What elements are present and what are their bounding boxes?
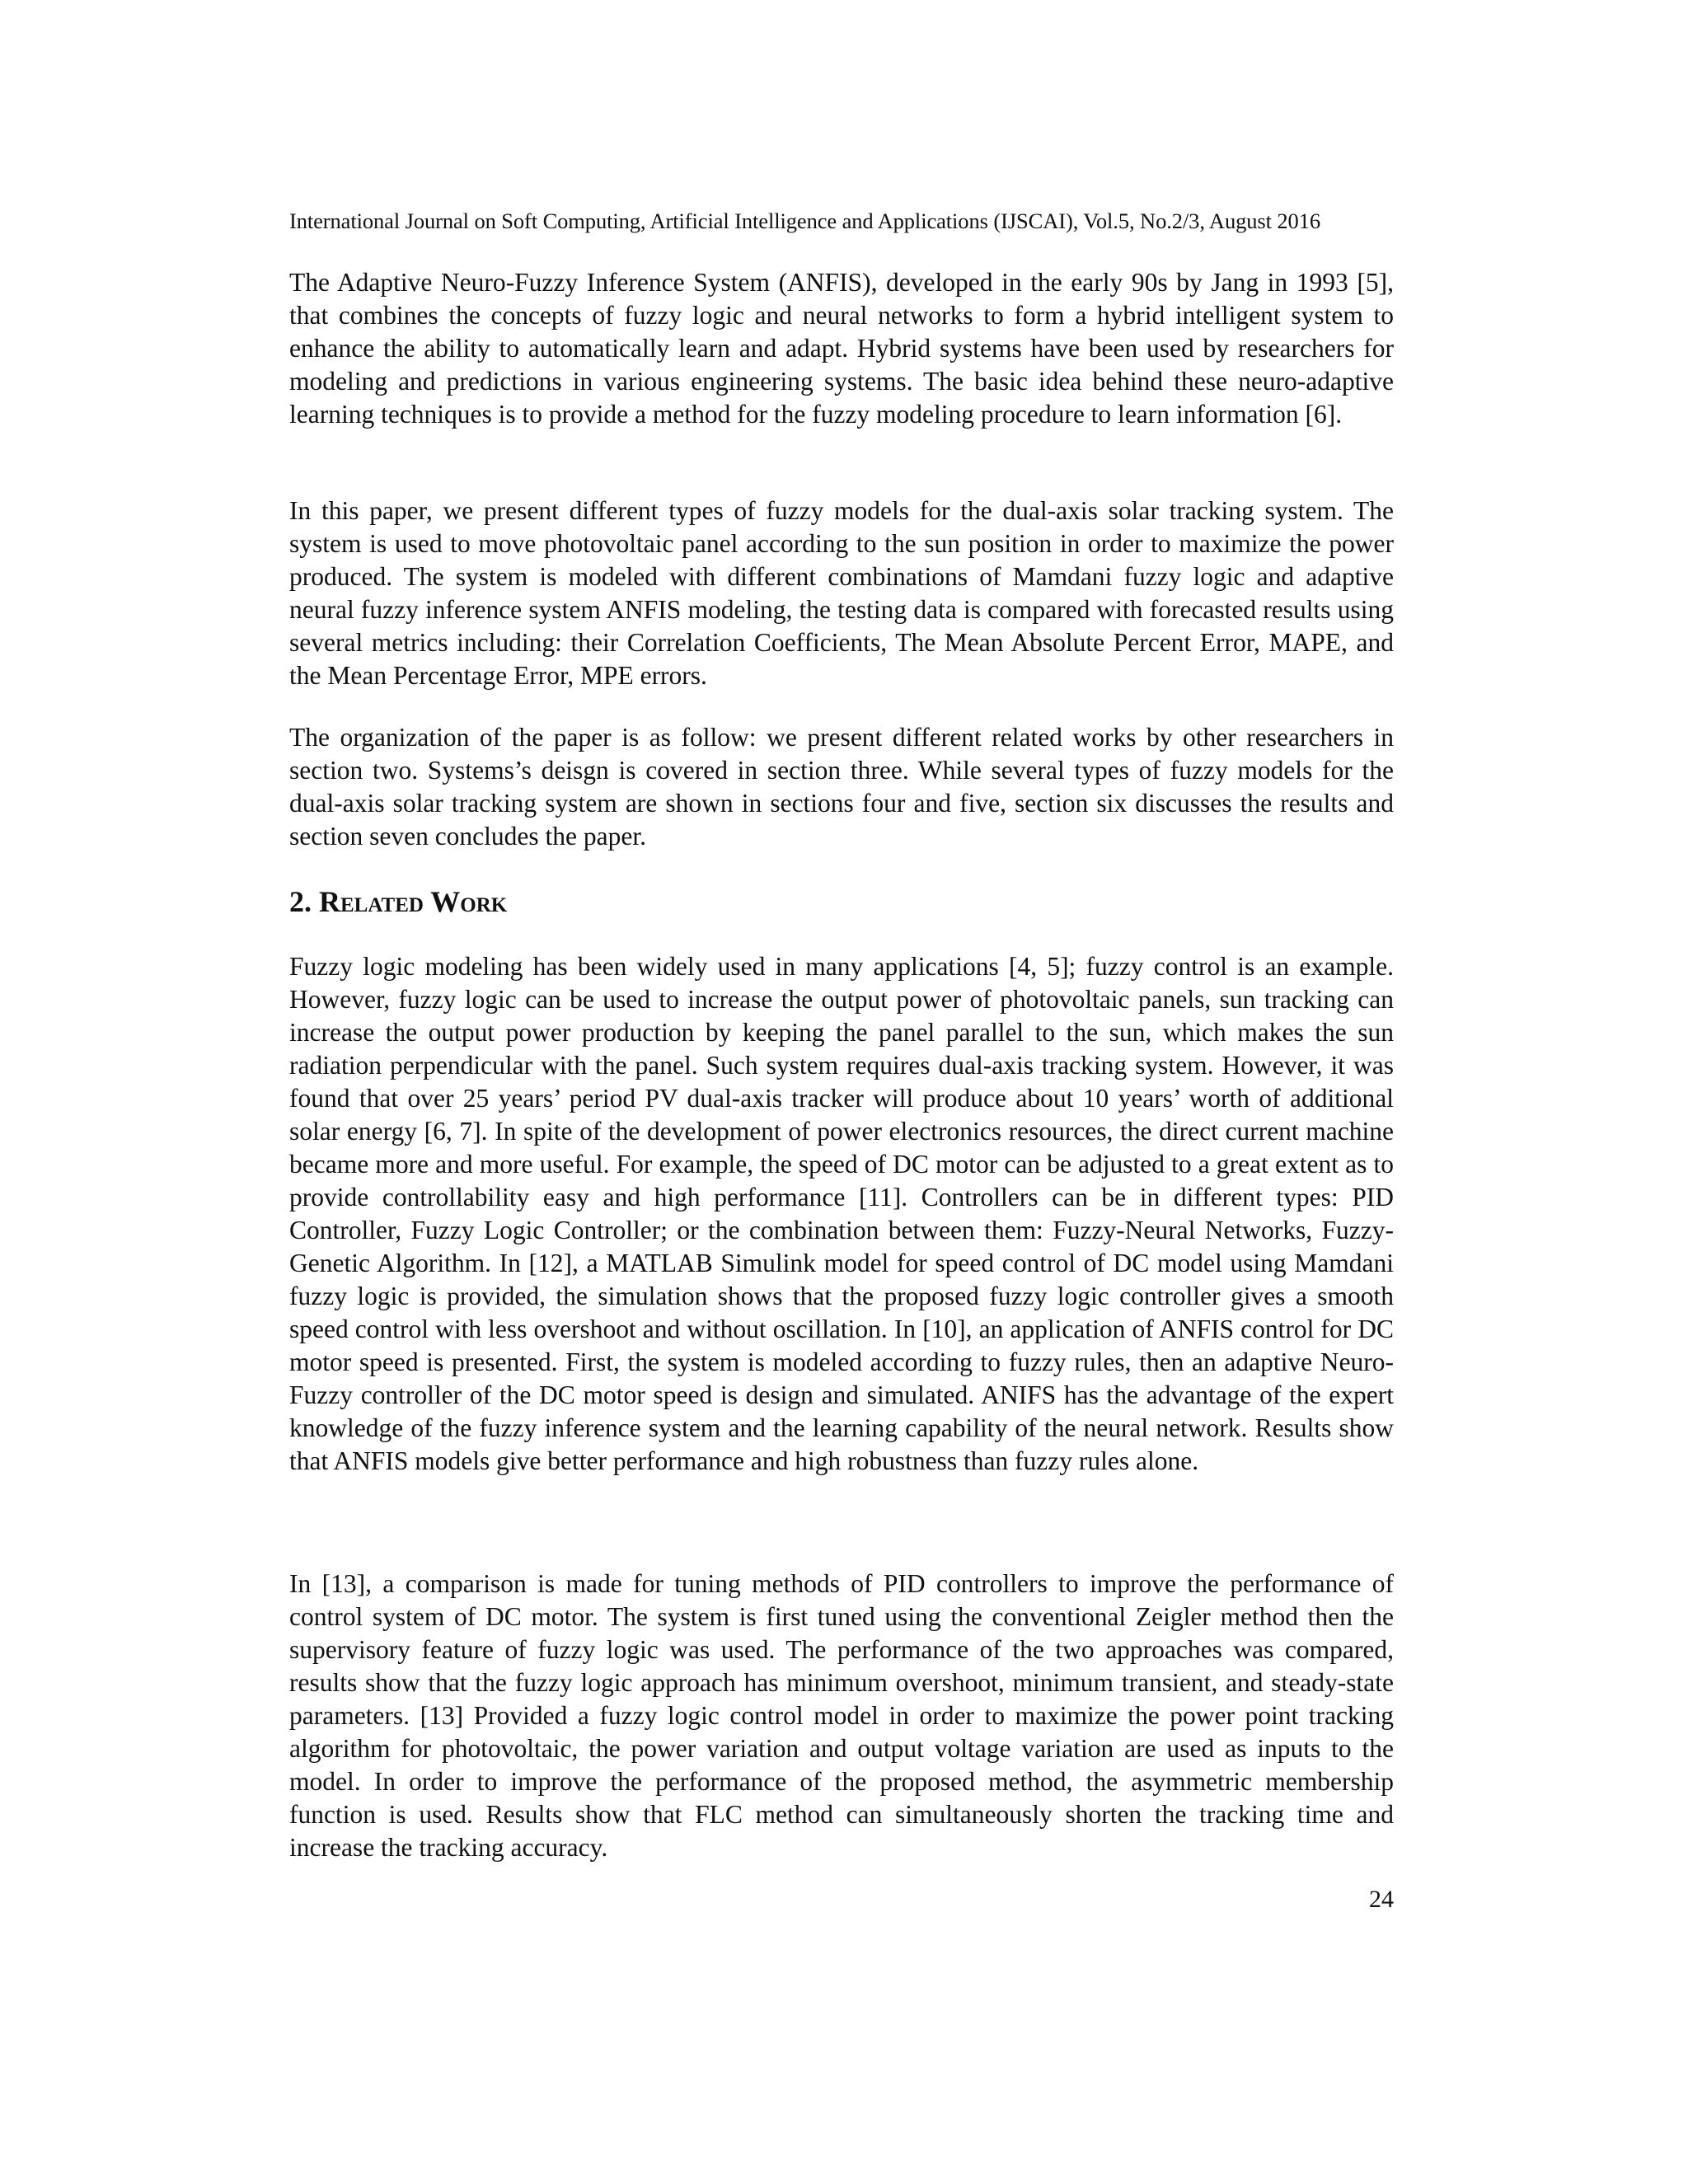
section-title: Related Work	[319, 885, 508, 918]
running-header: International Journal on Soft Computing, Artificial Intelligence and Applications (IJSCAI), Vol.5, No.2/3, August 2016	[289, 209, 1320, 233]
section-heading-related-work	[289, 881, 507, 922]
paragraph-related-work-1: Fuzzy logic modeling has been widely used in many applications [4, 5]; fuzzy control is an example. However, fuzzy logic can be used to increase the output power of photovoltaic panels, sun tracking can increase the output power production by keeping the panel parallel to the sun, which makes the sun radiation perpendicular with the panel. Such system requires dual-axis tracking system. However, it was found that over 25 years’ period PV dual-axis tracker will produce about 10 years’ worth of additional solar energy [6, 7]. In spite of the development of power electronics resources, the direct current machine became more and more useful. For example, the speed of DC motor can be adjusted to a great extent as to provide controllability easy and high performance [11]. Controllers can be in different types: PID Controller, Fuzzy Logic Controller; or the combination between them: Fuzzy-Neural Networks, Fuzzy-Genetic Algorithm. In [12], a MATLAB Simulink model for speed control of DC model using Mamdani fuzzy logic is provided, the simulation shows that the proposed fuzzy logic controller gives a smooth speed control with less overshoot and without oscillation. In [10], an application of ANFIS control for DC motor speed is presented. First, the system is modeled according to fuzzy rules, then an adaptive Neuro-Fuzzy controller of the DC motor speed is design and simulated. ANIFS has the advantage of the expert knowledge of the fuzzy inference system and the learning capability of the neural network. Results show that ANFIS models give better performance and high robustness than fuzzy rules alone.	[289, 952, 1394, 1475]
page-number: 24	[1369, 1886, 1394, 1913]
paragraph-anfis-intro: The Adaptive Neuro-Fuzzy Inference System (ANFIS), developed in the early 90s by Jang in 1993 [5], that combines the concepts of fuzzy logic and neural networks to form a hybrid intelligent system to enhance the ability to automatically learn and adapt. Hybrid systems have been used by researchers for modeling and predictions in various engineering systems. The basic idea behind these neuro-adaptive learning techniques is to provide a method for the fuzzy modeling procedure to learn information [6].	[289, 268, 1394, 429]
section-number: 2.	[289, 885, 312, 918]
paragraph-paper-organization: The organization of the paper is as follow: we present different related works by other researchers in section two. Systems’s deisgn is covered in section three. While several types of fuzzy models for the dual-axis solar tracking system are shown in sections four and five, section six discusses the results and section seven concludes the paper.	[289, 723, 1394, 851]
paragraph-paper-overview: In this paper, we present different types of fuzzy models for the dual-axis solar tracking system. The system is used to move photovoltaic panel according to the sun position in order to maximize the power produced. The system is modeled with different combinations of Mamdani fuzzy logic and adaptive neural fuzzy inference system ANFIS modeling, the testing data is compared with forecasted results using several metrics including: their Correlation Coefficients, The Mean Absolute Percent Error, MAPE, and the Mean Percentage Error, MPE errors.	[289, 496, 1394, 690]
paragraph-related-work-2: In [13], a comparison is made for tuning methods of PID controllers to improve the performance of control system of DC motor. The system is first tuned using the conventional Zeigler method then the supervisory feature of fuzzy logic was used. The performance of the two approaches was compared, results show that the fuzzy logic approach has minimum overshoot, minimum transient, and steady-state parameters. [13] Provided a fuzzy logic control model in order to maximize the power point tracking algorithm for photovoltaic, the power variation and output voltage variation are used as inputs to the model. In order to improve the performance of the proposed method, the asymmetric membership function is used. Results show that FLC method can simultaneously shorten the tracking time and increase the tracking accuracy.	[289, 1569, 1394, 1862]
